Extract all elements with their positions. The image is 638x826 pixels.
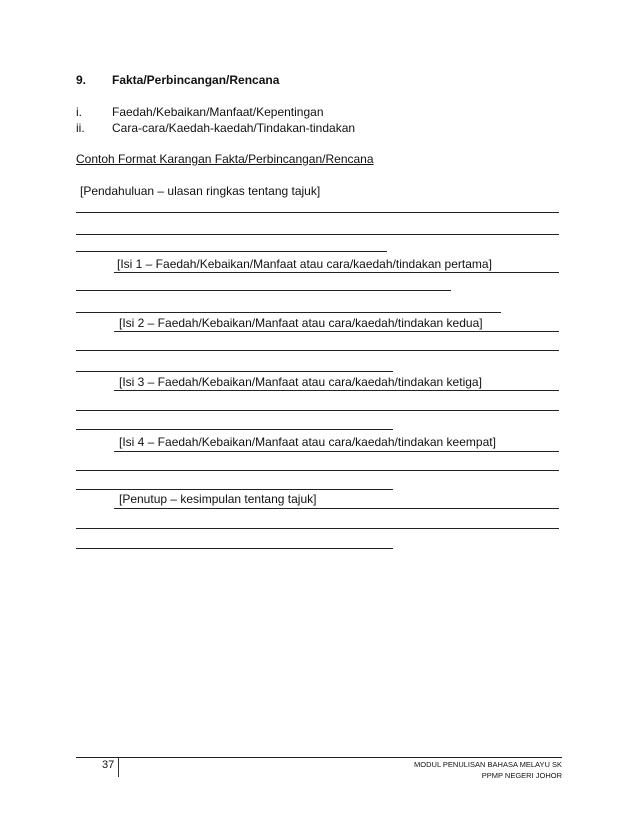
section-intro: [Pendahuluan – ulasan ringkas tentang tajuk]: [80, 184, 321, 198]
writing-line: [76, 212, 559, 213]
writing-line: [76, 489, 393, 490]
footer-rule: [76, 757, 562, 758]
writing-line: [114, 451, 559, 452]
section-isi4: [Isi 4 – Faedah/Kebaikan/Manfaat atau cara/kaedah/tindakan keempat]: [119, 435, 496, 449]
section-isi2: [Isi 2 – Faedah/Kebaikan/Manfaat atau cara/kaedah/tindakan kedua]: [119, 316, 483, 330]
writing-line: [114, 390, 559, 391]
section-isi3: [Isi 3 – Faedah/Kebaikan/Manfaat atau cara/kaedah/tindakan ketiga]: [119, 375, 482, 389]
writing-line: [76, 312, 501, 313]
writing-line: [76, 350, 559, 351]
footer-line2: PPMP NEGERI JOHOR: [481, 771, 562, 780]
format-title: Contoh Format Karangan Fakta/Perbincangan/Rencana: [76, 152, 374, 166]
writing-line: [114, 272, 559, 273]
writing-line: [76, 429, 393, 430]
writing-line: [114, 508, 559, 509]
heading-title: Fakta/Perbincangan/Rencana: [112, 73, 280, 87]
writing-line: [76, 251, 387, 252]
writing-line: [76, 371, 393, 372]
page-number: 37: [102, 759, 115, 771]
list-item-text: Faedah/Kebaikan/Manfaat/Kepentingan: [112, 105, 324, 119]
heading-number: 9.: [76, 73, 87, 87]
list-item-text: Cara-cara/Kaedah-kaedah/Tindakan-tindakan: [112, 121, 356, 135]
writing-line: [76, 548, 393, 549]
writing-line: [76, 470, 559, 471]
writing-line: [76, 410, 559, 411]
footer-divider: [118, 757, 119, 777]
writing-line: [76, 528, 559, 529]
writing-line: [76, 234, 559, 235]
section-penutup: [Penutup – kesimpulan tentang tajuk]: [119, 492, 317, 506]
footer-line1: MODUL PENULISAN BAHASA MELAYU SK: [414, 760, 562, 769]
section-isi1: [Isi 1 – Faedah/Kebaikan/Manfaat atau cara/kaedah/tindakan pertama]: [117, 257, 492, 271]
list-item-number: i.: [76, 105, 82, 119]
list-item-number: ii.: [76, 121, 85, 135]
writing-line: [76, 290, 451, 291]
writing-line: [114, 331, 559, 332]
